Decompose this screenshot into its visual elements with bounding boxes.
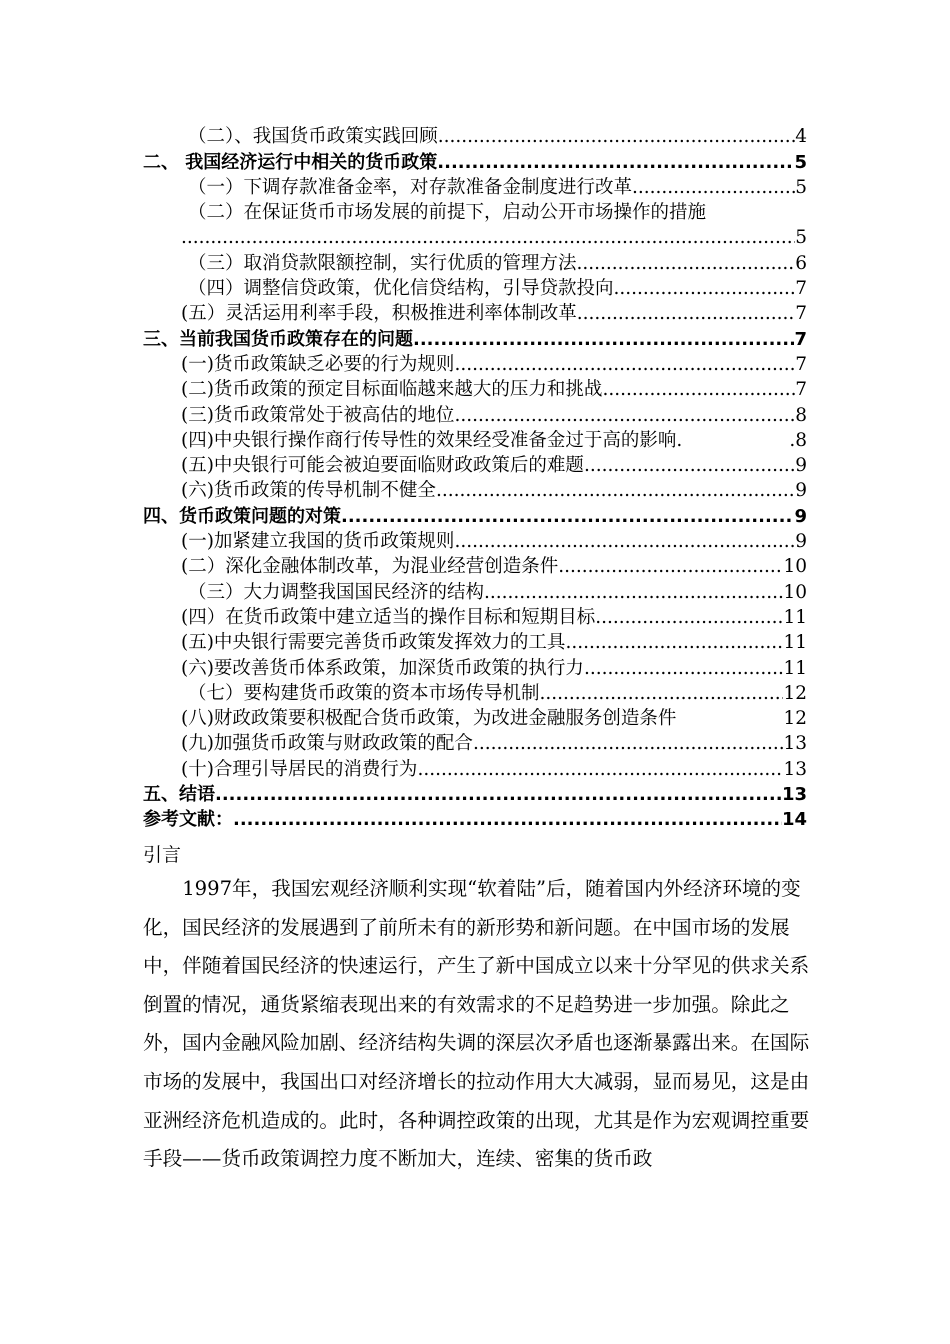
toc-entry-title: (四)中央银行操作商行传导性的效果经受准备金过于高的影响. <box>181 429 683 451</box>
toc-page-number: 7 <box>795 379 807 401</box>
toc-leader-dots <box>558 554 783 579</box>
toc-entry-title: (三)货币政策常处于被高估的地位 <box>181 404 455 426</box>
toc-entry[interactable] <box>143 276 807 301</box>
toc-leader-dots <box>417 757 783 782</box>
toc-entry[interactable] <box>143 731 807 756</box>
toc-leader-dots <box>584 656 784 681</box>
toc-leader-dots <box>577 301 795 326</box>
toc-entry[interactable] <box>143 200 807 225</box>
toc-leader-dots <box>454 403 795 428</box>
toc-leader-dots <box>584 453 795 478</box>
toc-entry[interactable] <box>143 428 807 453</box>
toc-page-number: 14 <box>781 809 807 831</box>
toc-page-number: 11 <box>783 632 807 654</box>
toc-entry[interactable] <box>143 655 807 680</box>
toc-entry-title: (五）灵活运用利率手段，积极推进利率体制改革 <box>181 303 577 325</box>
section-heading: 引言 <box>143 844 182 866</box>
toc-leader-dots <box>437 150 794 175</box>
toc-leader-dots <box>413 327 794 352</box>
toc-entry[interactable] <box>143 756 807 781</box>
toc-entry-title: (十)合理引导居民的消费行为 <box>181 758 418 780</box>
toc-leader-dots <box>577 251 796 276</box>
toc-page-number: 11 <box>783 657 807 679</box>
toc-entry-title: (一)加紧建立我国的货币政策规则 <box>181 531 455 553</box>
toc-page-number: 12 <box>783 708 807 730</box>
toc-leader-dots <box>632 175 795 200</box>
toc-page-number: 11 <box>783 606 807 628</box>
body-paragraph: 1997年，我国宏观经济顺利实现“软着陆”后，随着国内外经济环境的变化，国民经济的发展遇到了前所未有的新形势和新问题。在中国市场的发展中，伴随着国民经济的快速运行，产生了新中国成立以来十分罕见的供求关系倒置的情况，通货紧缩表现出来的有效需求的不足趋势进一步加强。除此之外，国内金融风险加剧、经济结构失调的深层次矛盾也逐渐暴露出来。在国际市场的发展中，我国出口对经济增长的拉动作用大大减弱，显而易见，这是由亚洲经济危机造成的。此时，各种调控政策的出现，尤其是作为宏观调控重要手段——货币政策调控力度不断加大，连续、密集的货币政 <box>143 877 810 1171</box>
toc-leader-dots <box>484 580 783 605</box>
toc-page-number: 9 <box>794 505 807 527</box>
toc-page-number: 7 <box>795 303 807 325</box>
toc-entry-title: (一)货币政策缺乏必要的行为规则 <box>181 353 455 375</box>
toc-entry[interactable] <box>143 149 807 174</box>
toc-entry[interactable] <box>143 554 807 579</box>
body-paragraph-block <box>143 870 823 1179</box>
toc-entry[interactable] <box>143 630 807 655</box>
toc-page-number: 7 <box>795 278 807 300</box>
toc-entry-title: 二、 我国经济运行中相关的货币政策 <box>143 151 438 173</box>
toc-entry-title: （四）调整信贷政策，优化信贷结构，引导贷款投向 <box>188 278 614 300</box>
toc-entry[interactable] <box>143 478 807 503</box>
toc-leader-dots <box>341 504 794 529</box>
toc-entry[interactable] <box>143 807 807 832</box>
toc-leader-dots <box>540 681 784 706</box>
toc-entry-title: (二)货币政策的预定目标面临越来越大的压力和挑战 <box>181 379 603 401</box>
toc-page-number: 13 <box>783 758 807 780</box>
toc-page-number: 4 <box>795 126 807 148</box>
toc-page-number: 7 <box>794 328 807 350</box>
toc-page-number: 6 <box>795 252 807 274</box>
toc-entry[interactable] <box>143 377 807 402</box>
toc-entry-title: （三）取消贷款限额控制，实行优质的管理方法 <box>188 252 577 274</box>
toc-entry-title: （二）在保证货币市场发展的前提下，启动公开市场操作的措施 <box>188 202 707 224</box>
toc-entry-title: (六)要改善货币体系政策，加深货币政策的执行力 <box>181 657 584 679</box>
toc-entry[interactable] <box>143 124 807 149</box>
toc-entry[interactable] <box>143 326 807 351</box>
toc-leader-dots <box>233 807 782 832</box>
toc-page-number: 8 <box>795 404 807 426</box>
toc-entry[interactable] <box>143 579 807 604</box>
toc-entry-title: （三）大力调整我国国民经济的结构 <box>188 581 485 603</box>
toc-entry[interactable] <box>143 250 807 275</box>
toc-leader-dots <box>181 225 795 250</box>
toc-entry[interactable] <box>143 225 807 250</box>
toc-page-number: 10 <box>783 581 807 603</box>
toc-entry[interactable] <box>143 782 807 807</box>
toc-page-number: 7 <box>795 353 807 375</box>
toc-entry-title: (二）深化金融体制改革，为混业经营创造条件 <box>181 556 559 578</box>
toc-entry-title: 五、结语 <box>143 784 215 806</box>
toc-entry[interactable] <box>143 503 807 528</box>
toc-page-number: 9 <box>795 455 807 477</box>
toc-entry[interactable] <box>143 402 807 427</box>
toc-leader-dots <box>595 605 783 630</box>
toc-leader-dots <box>454 529 795 554</box>
toc-entry[interactable] <box>143 175 807 200</box>
toc-entry-title: (八)财政政策要积极配合货币政策，为改进金融服务创造条件 <box>181 708 677 730</box>
toc-entry-title: (九)加强货币政策与财政政策的配合 <box>181 733 473 755</box>
toc-entry-title: (六)货币政策的传导机制不健全 <box>181 480 436 502</box>
toc-page-number: 5 <box>794 151 807 173</box>
toc-entry-title: (五)中央银行需要完善货币政策发挥效力的工具 <box>181 632 566 654</box>
toc-entry-title: （二）、我国货币政策实践回顾 <box>188 126 438 148</box>
toc-leader-dots <box>614 276 796 301</box>
toc-page-number: 5 <box>795 227 807 249</box>
toc-entry-title: (四）在货币政策中建立适当的操作目标和短期目标 <box>181 606 596 628</box>
toc-leader-dots <box>565 630 783 655</box>
toc-page-number: 13 <box>783 733 807 755</box>
toc-leader-dots <box>473 731 784 756</box>
toc-entry[interactable] <box>143 453 807 478</box>
toc-entry-title: (五)中央银行可能会被迫要面临财政政策后的难题 <box>181 455 584 477</box>
toc-entry[interactable] <box>143 529 807 554</box>
toc-page-number: 10 <box>783 556 807 578</box>
toc-entry[interactable] <box>143 706 807 731</box>
toc-page-number: 9 <box>795 480 807 502</box>
toc-page-number: .8 <box>789 429 807 451</box>
toc-entry-title: 四、货币政策问题的对策 <box>143 505 341 527</box>
toc-entry-title: 参考文献： <box>143 809 233 831</box>
toc-leader-dots <box>215 782 782 807</box>
toc-entry-title: （一）下调存款准备金率，对存款准备金制度进行改革 <box>188 176 633 198</box>
toc-page-number: 5 <box>795 176 807 198</box>
toc-page-number: 13 <box>781 784 807 806</box>
toc-entry[interactable] <box>143 681 807 706</box>
toc-entry[interactable] <box>143 301 807 326</box>
toc-leader-dots <box>602 377 795 402</box>
table-of-contents <box>143 124 807 832</box>
toc-entry-title: 三、当前我国货币政策存在的问题 <box>143 328 413 350</box>
toc-page-number: 12 <box>783 682 807 704</box>
toc-entry[interactable] <box>143 352 807 377</box>
toc-entry-title: （七）要构建货币政策的资本市场传导机制 <box>188 682 540 704</box>
toc-leader-dots <box>436 478 795 503</box>
toc-leader-dots <box>438 124 795 149</box>
toc-page-number: 9 <box>795 531 807 553</box>
toc-leader-dots <box>454 352 795 377</box>
toc-entry[interactable] <box>143 605 807 630</box>
